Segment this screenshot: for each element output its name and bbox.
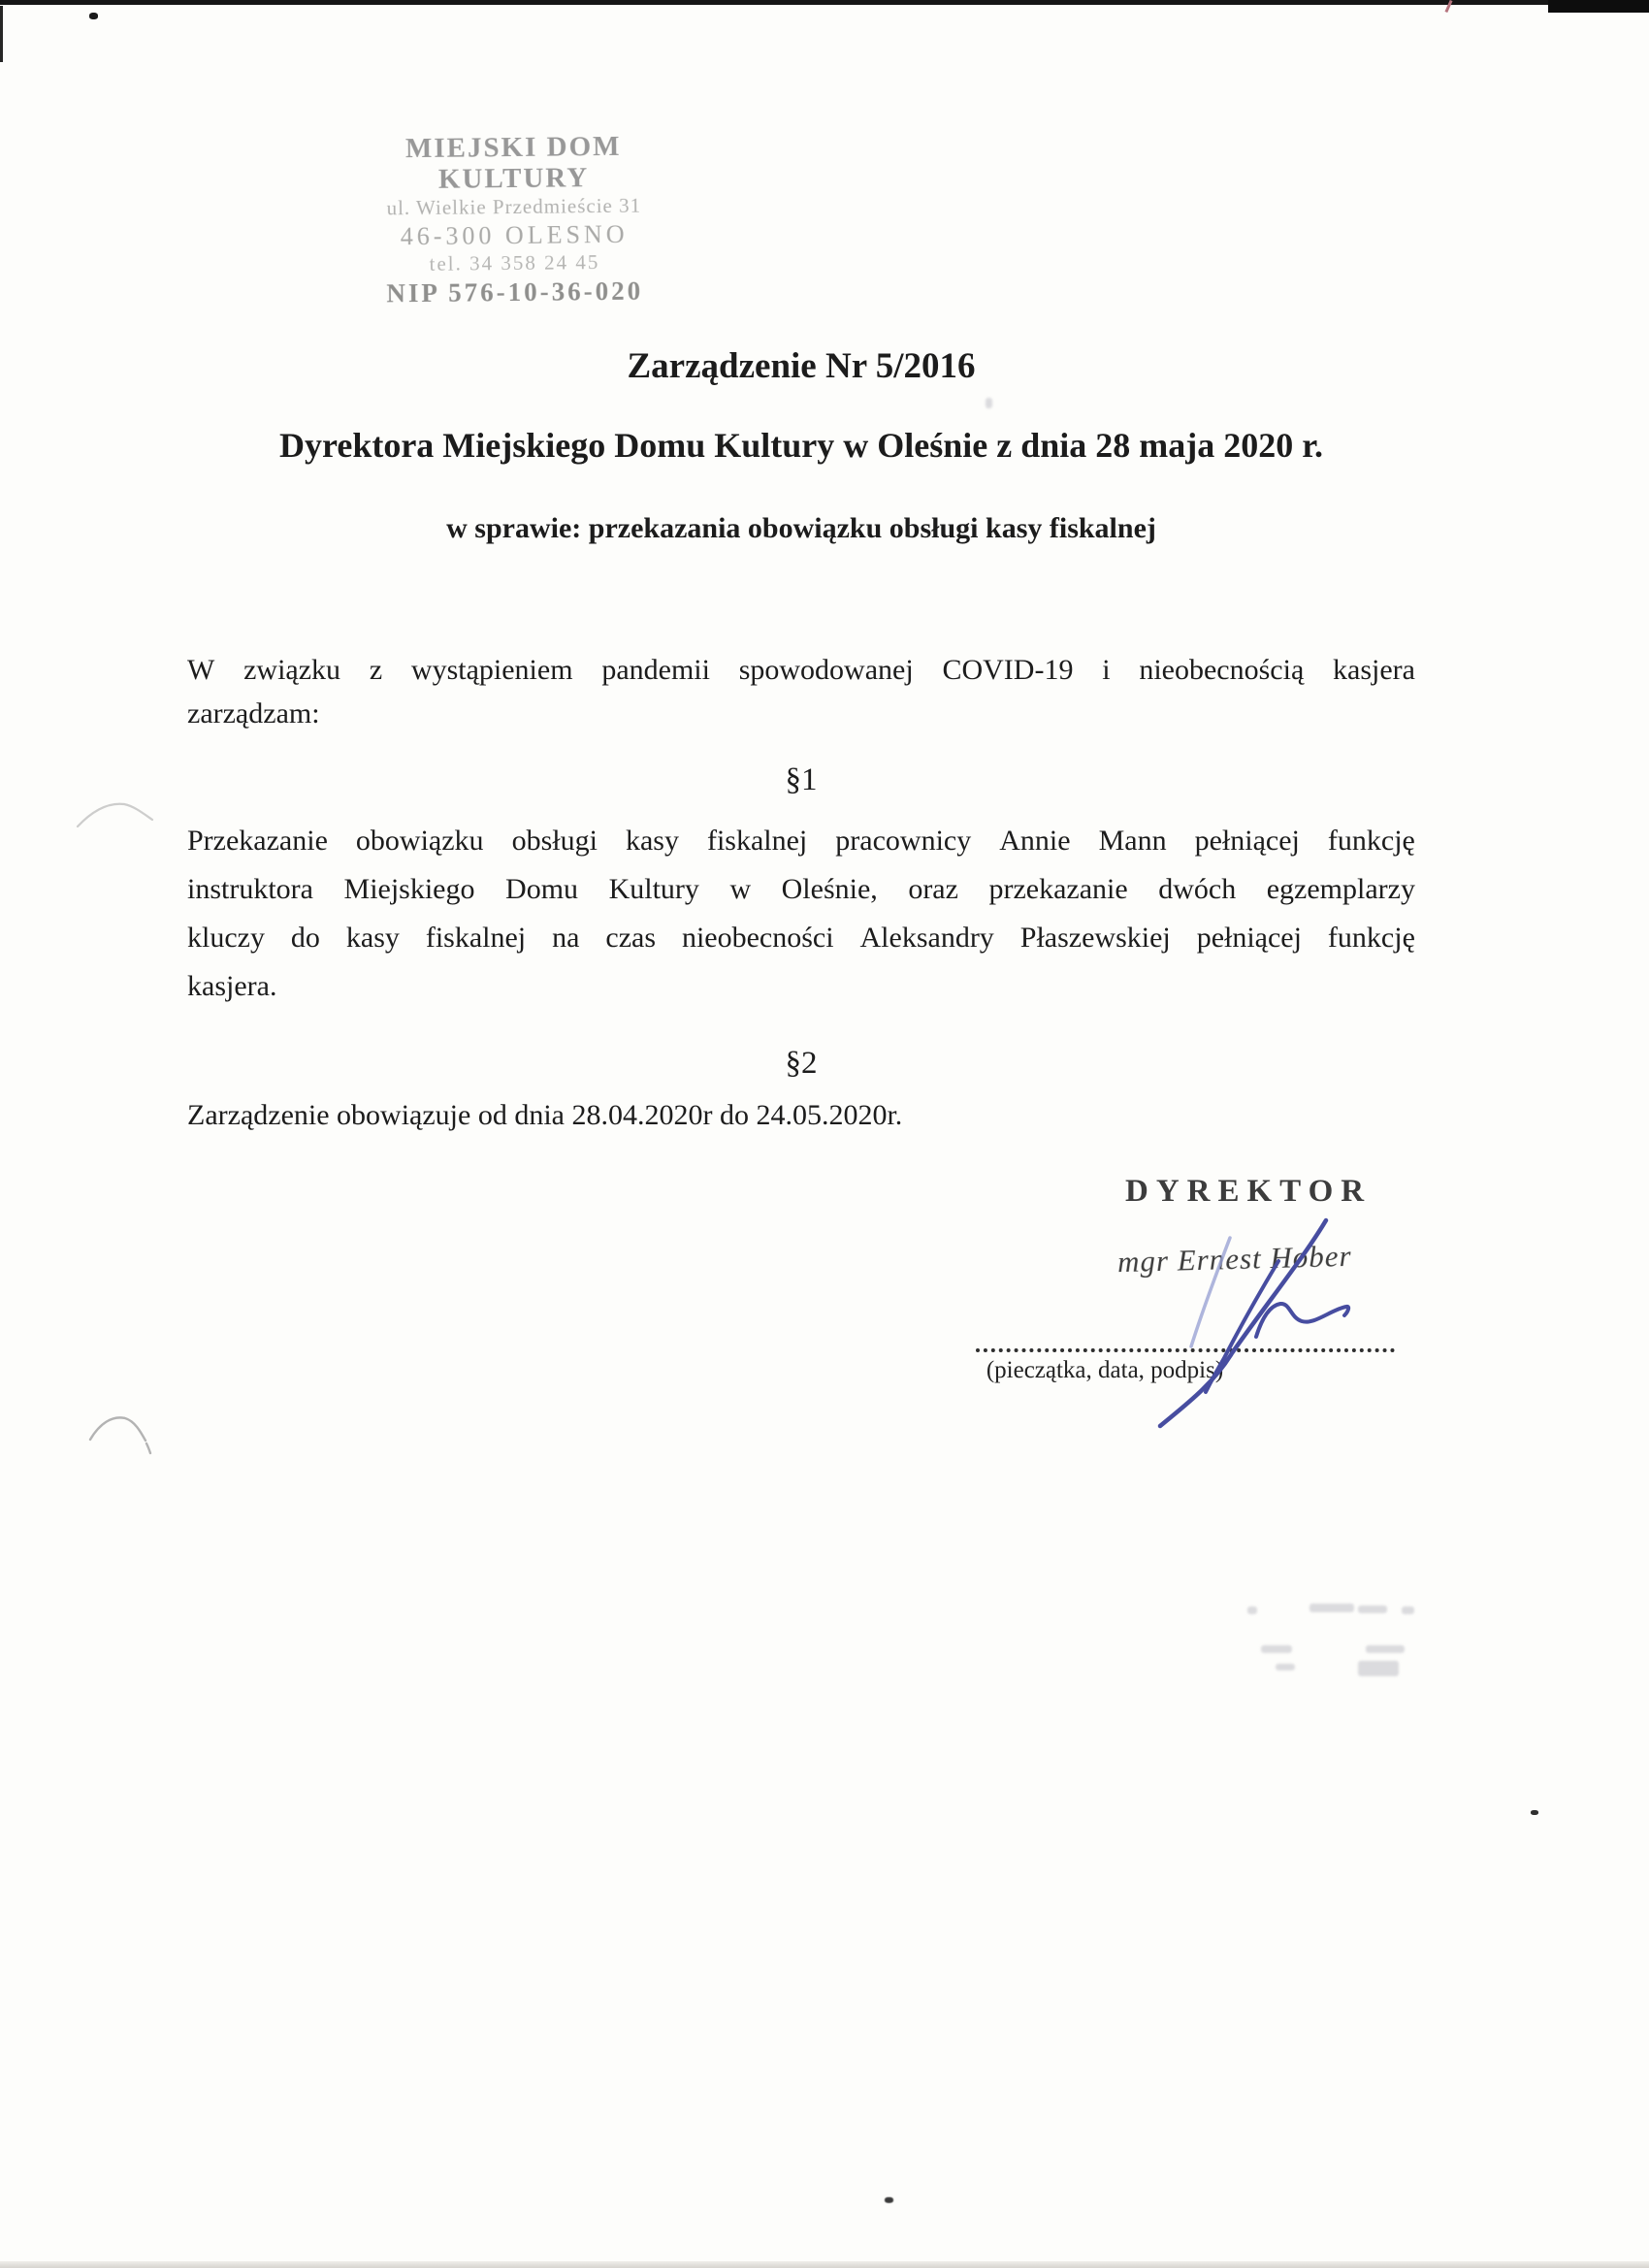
scan-artifact-left-edge — [0, 6, 3, 62]
faint-smudge — [1247, 1606, 1257, 1614]
scan-artifact-bottom-edge — [0, 2261, 1649, 2268]
handwritten-signature — [1096, 1198, 1387, 1441]
pencil-arc-mark-upper — [73, 794, 162, 840]
section-1-line-2: instruktora Miejskiego Domu Kultury w Oleśnie, oraz przekazanie dwóch egzemplarzy — [187, 873, 1415, 905]
document-subject: w sprawie: przekazania obowiązku obsługi kasy fiskalnej — [446, 512, 1156, 544]
scan-artifact-top-right-corner — [1548, 0, 1649, 13]
stamp-phone: tel. 34 358 24 45 — [429, 250, 600, 275]
intro-paragraph-line-2: zarządzam: — [187, 697, 320, 729]
pencil-arc-mark-lower — [82, 1409, 164, 1463]
scan-speck — [1531, 1810, 1538, 1815]
faint-smudge — [1358, 1661, 1399, 1676]
faint-smudge — [1366, 1645, 1405, 1653]
faint-smudge — [1261, 1645, 1292, 1653]
section-1-line-1: Przekazanie obowiązku obsługi kasy fiskalnej pracownicy Annie Mann pełniącej funkcję — [187, 825, 1415, 857]
office-stamp — [329, 130, 699, 310]
faint-smudge — [1402, 1606, 1414, 1614]
scan-speck — [885, 2197, 893, 2203]
stamp-city: 46-300 OLESNO — [400, 219, 629, 251]
scan-artifact-ink-dot — [89, 13, 98, 19]
faint-smudge — [1276, 1664, 1295, 1670]
section-1-marker: §1 — [785, 762, 818, 797]
section-1-line-3: kluczy do kasy fiskalnej na czas nieobecności Aleksandry Płaszewskiej pełniącej funkcję — [187, 922, 1415, 954]
stamp-org-name: MIEJSKI DOM KULTURY — [404, 130, 622, 195]
scan-artifact-top-bar — [0, 0, 1649, 5]
document-title: Zarządzenie Nr 5/2016 — [627, 346, 976, 386]
stamp-nip: NIP 576-10-36-020 — [386, 275, 644, 308]
section-2-marker: §2 — [785, 1046, 818, 1081]
document-subtitle: Dyrektora Miejskiego Domu Kultury w Oleśnie z dnia 28 maja 2020 r. — [279, 426, 1323, 465]
stamp-street: ul. Wielkie Przedmieście 31 — [386, 193, 642, 220]
faint-smudge — [986, 398, 992, 408]
director-role-stamp: DYREKTOR — [1125, 1174, 1373, 1209]
director-name-stamp: mgr Ernest Hober — [1116, 1238, 1353, 1280]
faint-smudge — [1310, 1604, 1354, 1612]
faint-smudge — [1358, 1605, 1387, 1613]
section-2-line-1: Zarządzenie obowiązuje od dnia 28.04.2020r do 24.05.2020r. — [187, 1099, 903, 1131]
signature-caption: (pieczątka, data, podpis) — [986, 1357, 1224, 1383]
intro-paragraph-line-1: W związku z wystąpieniem pandemii spowodowanej COVID-19 i nieobecnością kasjera — [187, 654, 1415, 686]
section-1-line-4: kasjera. — [187, 970, 277, 1002]
